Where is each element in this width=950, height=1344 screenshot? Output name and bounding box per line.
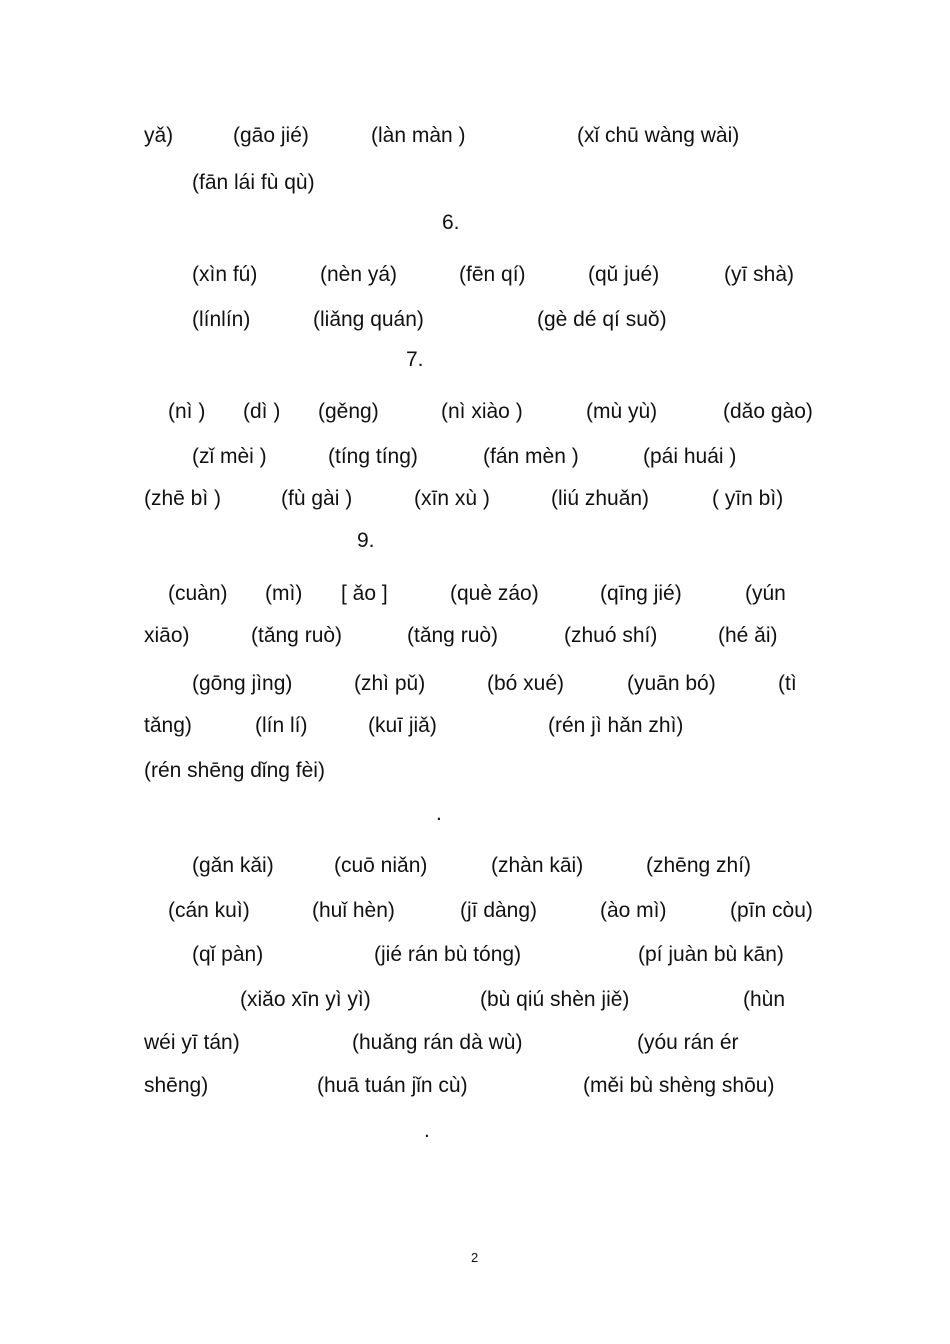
pinyin-entry: (zhē bì ) — [144, 487, 222, 510]
pinyin-entry: (kuī jiǎ) — [368, 714, 437, 737]
pinyin-entry: (jī dàng) — [460, 899, 538, 922]
pinyin-entry: (cuō niǎn) — [334, 854, 428, 877]
page-number: 2 — [471, 1250, 479, 1265]
pinyin-entry: (qǐ pàn) — [192, 943, 264, 966]
pinyin-entry: (tǎng ruò) — [407, 624, 499, 647]
section-number: 6. — [442, 211, 460, 234]
pinyin-entry: (jié rán bù tóng) — [374, 943, 522, 966]
pinyin-entry: (cuàn) — [168, 582, 228, 605]
pinyin-entry: shēng) — [144, 1074, 209, 1097]
pinyin-entry: (měi bù shèng shōu) — [583, 1074, 775, 1097]
pinyin-entry: (huǐ hèn) — [312, 899, 395, 922]
pinyin-entry: (fān lái fù qù) — [192, 171, 315, 194]
pinyin-entry: (dì ) — [243, 400, 281, 423]
pinyin-entry: (mì) — [265, 582, 303, 605]
pinyin-entry: (dǎo gào) — [723, 400, 813, 423]
pinyin-entry: (hé ǎi) — [718, 624, 778, 647]
section-number: 9. — [357, 529, 375, 552]
pinyin-entry: (pái huái ) — [643, 445, 737, 468]
pinyin-entry: (pīn còu) — [730, 899, 813, 922]
pinyin-entry: (bó xué) — [487, 672, 565, 695]
pinyin-entry: (zhēng zhí) — [646, 854, 752, 877]
pinyin-entry: (gěng) — [318, 400, 379, 423]
pinyin-entry: (lín lí) — [255, 714, 308, 737]
pinyin-entry: (fán mèn ) — [483, 445, 579, 468]
pinyin-entry: (pí juàn bù kān) — [638, 943, 784, 966]
pinyin-entry: (fēn qí) — [459, 263, 526, 286]
pinyin-entry: (làn màn ) — [371, 124, 466, 147]
pinyin-entry: (yuān bó) — [627, 672, 716, 695]
pinyin-entry: (gǎn kǎi) — [192, 854, 274, 877]
section-marker: . — [424, 1119, 430, 1142]
pinyin-entry: (nì ) — [168, 400, 206, 423]
pinyin-entry: [ ǎo ] — [341, 582, 388, 605]
pinyin-entry: (nì xiào ) — [441, 400, 523, 423]
pinyin-entry: (zhì pǔ) — [354, 672, 426, 695]
pinyin-entry: (rén jì hǎn zhì) — [548, 714, 684, 737]
pinyin-entry: (qǔ jué) — [588, 263, 660, 286]
pinyin-entry: tǎng) — [144, 714, 192, 737]
pinyin-entry: (zhuó shí) — [564, 624, 658, 647]
pinyin-entry: (xìn fú) — [192, 263, 258, 286]
pinyin-entry: (liú zhuǎn) — [551, 487, 650, 510]
pinyin-entry: yǎ) — [144, 124, 174, 147]
pinyin-entry: (xiǎo xīn yì yì) — [240, 988, 371, 1011]
pinyin-entry: (yún — [745, 582, 786, 605]
pinyin-entry: (gōng jìng) — [192, 672, 293, 695]
section-marker: . — [436, 802, 442, 825]
pinyin-entry: (gè dé qí suǒ) — [537, 308, 667, 331]
pinyin-entry: (cán kuì) — [168, 899, 250, 922]
pinyin-entry: (zhàn kāi) — [491, 854, 584, 877]
section-number: 7. — [406, 348, 424, 371]
pinyin-entry: ( yīn bì) — [712, 487, 784, 510]
pinyin-entry: wéi yī tán) — [144, 1031, 240, 1054]
pinyin-entry: (tǎng ruò) — [251, 624, 343, 647]
pinyin-entry: (huā tuán jǐn cù) — [317, 1074, 468, 1097]
pinyin-entry: (gāo jié) — [233, 124, 309, 147]
pinyin-entry: (huǎng rán dà wù) — [352, 1031, 523, 1054]
pinyin-entry: (fù gài ) — [281, 487, 353, 510]
pinyin-entry: (yóu rán ér — [637, 1031, 739, 1054]
pinyin-entry: (zǐ mèi ) — [192, 445, 267, 468]
pinyin-entry: xiāo) — [144, 624, 190, 647]
pinyin-entry: (rén shēng dǐng fèi) — [144, 759, 325, 782]
pinyin-entry: (mù yù) — [586, 400, 658, 423]
pinyin-entry: (línlín) — [192, 308, 251, 331]
pinyin-entry: (xǐ chū wàng wài) — [577, 124, 740, 147]
pinyin-entry: (yī shà) — [724, 263, 795, 286]
pinyin-entry: (tíng tíng) — [328, 445, 418, 468]
pinyin-entry: (liǎng quán) — [313, 308, 424, 331]
pinyin-entry: (ào mì) — [600, 899, 667, 922]
pinyin-entry: (hùn — [743, 988, 786, 1011]
pinyin-entry: (qīng jié) — [600, 582, 682, 605]
pinyin-entry: (xīn xù ) — [414, 487, 490, 510]
pinyin-entry: (què záo) — [450, 582, 539, 605]
pinyin-entry: (nèn yá) — [320, 263, 398, 286]
pinyin-entry: (tì — [778, 672, 797, 695]
pinyin-entry: (bù qiú shèn jiě) — [480, 988, 630, 1011]
